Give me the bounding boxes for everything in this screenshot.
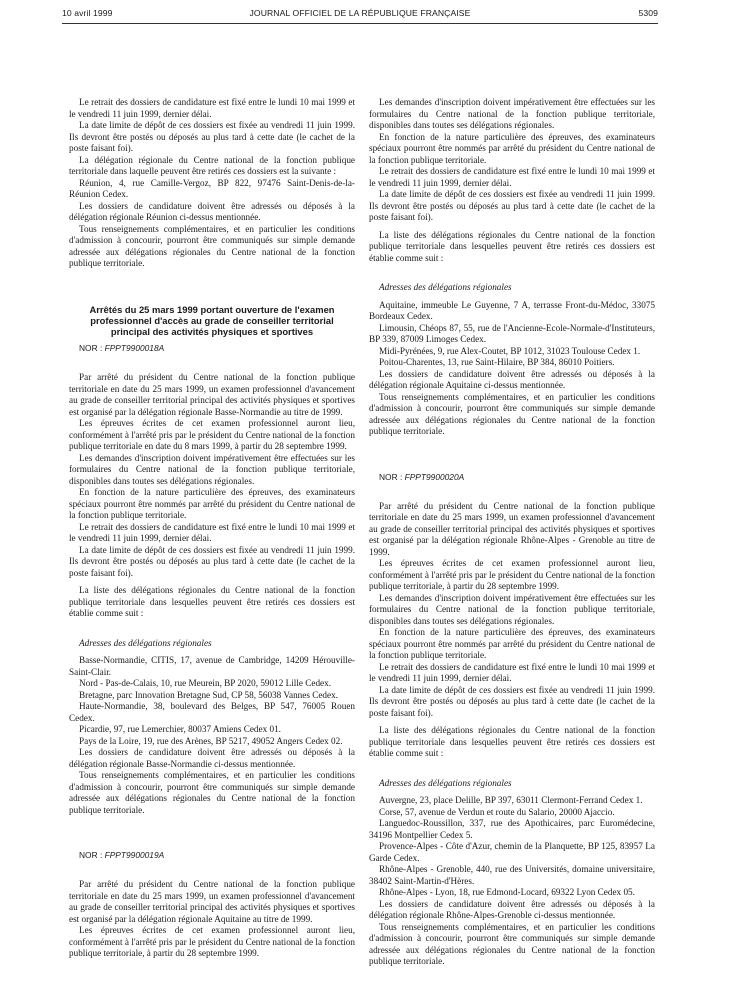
right-column [369, 97, 655, 968]
address-item: Basse-Normandie, CITIS, 17, avenue de Cambridge, 14209 Hérouville-Saint-Clair. [69, 655, 355, 677]
paragraph: Tous renseignements complémentaires, et en particulier les conditions d'admission à concourir, pourront être communiqués sur simple demande adressée aux délégations régionales du Centre national de la fonction publique territoriale. [69, 223, 355, 268]
paragraph: Les demandes d'inscription doivent impérativement être effectuées sur les formulaires du Centre national de la fonction publique territoriale, disponibles dans toutes ses délégations régionales. [369, 97, 655, 130]
address-item: Rhône-Alpes - Grenoble, 440, rue des Universités, domaine universitaire, 38402 Saint-Martin-d'Hères. [369, 864, 655, 886]
addresses-heading: Adresses des délégations régionales [79, 637, 212, 648]
address-item: Midi-Pyrénées, 9, rue Alex-Coutet, BP 1012, 31023 Toulouse Cedex 1. [379, 345, 641, 356]
paragraph: Le retrait des dossiers de candidature est fixé entre le lundi 10 mai 1999 et le vendredi 11 juin 1999, dernier délai. [369, 166, 655, 188]
address-item: Limousin, Chéops 87, 55, rue de l'Ancienne-Ecole-Normale-d'Instituteurs, BP 339, 87009 Limoges Cedex. [369, 322, 655, 344]
paragraph: Les dossiers de candidature doivent être adressés ou déposés à la délégation régionale Rhône-Alpes-Grenoble ci-dessus mentionnée. [369, 898, 655, 920]
nor-label: NOR : [379, 471, 403, 482]
nor-label: NOR : [79, 343, 103, 354]
address-item: Haute-Normandie, 38, boulevard des Belges, BP 547, 76005 Rouen Cedex. [69, 701, 355, 723]
paragraph: Le retrait des dossiers de candidature est fixé entre le lundi 10 mai 1999 et le vendredi 11 juin 1999, dernier délai. [69, 521, 355, 544]
article-title: Arrêtés du 25 mars 1999 portant ouverture de l'examen professionnel d'accès au grade de conseiller territorial principal des activités physiques et sportives [89, 303, 335, 337]
address-item: Auvergne, 23, place Delille, BP 397, 63011 Clermont-Ferrand Cedex 1. [379, 795, 643, 805]
paragraph: Tous renseignements complémentaires, et en particulier les conditions d'admission à concourir, pourront être communiqués sur simple demande adressée aux délégations régionales du Centre national de la fonction publique territoriale. [369, 921, 655, 966]
paragraph: En fonction de la nature particulière des épreuves, des examinateurs spéciaux pourront être nommés par arrêté du président du Centre national de la fonction publique territoriale. [369, 131, 655, 165]
issue-date: 10 avril 1999 [62, 8, 113, 18]
paragraph: En fonction de la nature particulière des épreuves, des examinateurs spéciaux pourront être nommés par arrêté du président du Centre national de la fonction publique territoriale. [369, 627, 655, 660]
left-column [69, 97, 355, 960]
decree-section-aquitaine-cont [369, 97, 655, 438]
addresses-heading: Adresses des délégations régionales [379, 777, 512, 788]
paragraph: En fonction de la nature particulière des épreuves, des examinateurs spéciaux pourront être nommés par arrêté du président du Centre national de la fonction publique territoriale. [69, 487, 355, 521]
address-item: Corse, 57, avenue de Verdun et route du Salario, 20000 Ajaccio. [379, 806, 615, 817]
journal-title: JOURNAL OFFICIEL DE LA RÉPUBLIQUE FRANÇAISE [249, 8, 471, 18]
address-item: Pays de la Loire, 19, rue des Arènes, BP 5217, 49052 Angers Cedex 02. [79, 735, 343, 746]
address-item: Aquitaine, immeuble Le Guyenne, 7 A, terrasse Front-du-Médoc, 33075 Bordeaux Cedex. [369, 299, 655, 321]
left-top-section [69, 97, 355, 270]
paragraph: Tous renseignements complémentaires, et en particulier les conditions d'admission à concourir, pourront être communiqués sur simple demande adressée aux délégations régionales du Centre national de la fonction publique territoriale. [69, 770, 355, 815]
address-item: Picardie, 97, rue Lemerchier, 80037 Amiens Cedex 01. [79, 724, 281, 735]
address-item: Poitou-Charentes, 13, rue Saint-Hilaire, BP 384, 86010 Poitiers. [379, 357, 615, 367]
paragraph: Les épreuves écrites de cet examen professionnel auront lieu, conformément à l'arrêté pris par le président du Centre national de la fonction publique territoriale, à partir du 28 septembre 1999. [69, 925, 355, 959]
paragraph: La délégation régionale du Centre national de la fonction publique territoriale dans laquelle peuvent être retirés ces dossiers est la suivante : [69, 154, 355, 176]
paragraph: Par arrêté du président du Centre national de la fonction publique territoriale en date du 25 mars 1999, un examen professionnel d'avancement au grade de conseiller territorial principal des activités physiques et sportives est organisé par la délégation régionale Rhône-Alpes - Grenoble au titre de 1999. [369, 500, 655, 557]
paragraph: Les demandes d'inscription doivent impérativement être effectuées sur les formulaires du Centre national de la fonction publique territoriale, disponibles dans toutes ses délégations régionales. [69, 452, 355, 486]
address-item: Provence-Alpes - Côte d'Azur, chemin de la Planquette, BP 125, 83957 La Garde Cedex. [369, 841, 655, 863]
nor-code: FPPT9900020A [404, 471, 465, 482]
paragraph: La date limite de dépôt de ces dossiers est fixée au vendredi 11 juin 1999. Ils devront être postés ou déposés au plus tard à cette date (le cachet de la poste faisant foi). [69, 120, 355, 153]
paragraph: La liste des délégations régionales du Centre national de la fonction publique territoriale dans lesquelles peuvent être retirés ces dossiers est établie comme suit : [369, 229, 655, 263]
address-item: Rhône-Alpes - Lyon, 18, rue Edmond-Locard, 69322 Lyon Cedex 05. [379, 887, 635, 897]
paragraph: La liste des délégations régionales du Centre national de la fonction publique territoriale dans lesquelles peuvent être retirés ces dossiers est établie comme suit : [69, 585, 355, 619]
decree-section-aquitaine-start [69, 879, 355, 960]
page-header [62, 6, 658, 20]
paragraph: La date limite de dépôt de ces dossiers est fixée au vendredi 11 juin 1999. Ils devront être postés ou déposés au plus tard à cette date (le cachet de la poste faisant foi). [369, 684, 655, 718]
nor-code: FPPT9900019A [104, 850, 165, 861]
address-item: Bretagne, parc Innovation Bretagne Sud, CP 58, 56038 Vannes Cedex. [79, 689, 338, 700]
paragraph: Le retrait des dossiers de candidature est fixé entre le lundi 10 mai 1999 et le vendredi 11 juin 1999, dernier délai. [369, 661, 655, 683]
paragraph: La date limite de dépôt de ces dossiers est fixée au vendredi 11 juin 1999. Ils devront être postés ou déposés au plus tard à cette date (le cachet de la poste faisant foi). [69, 544, 355, 578]
paragraph: La liste des délégations régionales du Centre national de la fonction publique territoriale dans lesquelles peuvent être retirés ces dossiers est établie comme suit : [369, 725, 655, 758]
address-paragraph: Réunion, 4, rue Camille-Vergoz, BP 822, 97476 Saint-Denis-de-la-Réunion Cedex. [69, 177, 355, 199]
nor-reference [69, 850, 355, 861]
paragraph: Le retrait des dossiers de candidature est fixé entre le lundi 10 mai 1999 et le vendredi 11 juin 1999, dernier délai. [69, 97, 355, 119]
decree-section-rhone-alpes [369, 501, 655, 968]
address-item: Languedoc-Roussillon, 337, rue des Apothicaires, parc Euromédecine, 34196 Montpellier Cedex 5. [369, 818, 655, 840]
decree-section-basse-normandie [69, 372, 355, 816]
paragraph: Par arrêté du président du Centre national de la fonction publique territoriale en date du 25 mars 1999, un examen professionnel d'avancement au grade de conseiller territorial principal des activités physiques et sportives est organisé par la délégation régionale Basse-Normandie au titre de 1999. [69, 372, 355, 417]
paragraph: Les dossiers de candidature doivent être adressés ou déposés à la délégation régionale Basse-Normandie ci-dessus mentionnée. [69, 747, 355, 769]
page-number: 5309 [638, 8, 658, 18]
paragraph: Les dossiers de candidature doivent être adressés ou déposés à la délégation régionale Aquitaine ci-dessus mentionnée. [369, 368, 655, 390]
header-rule [62, 23, 658, 24]
paragraph: Les dossiers de candidature doivent être adressés ou déposés à la délégation régionale Réunion ci-dessus mentionnée. [69, 200, 355, 222]
paragraph: Par arrêté du président du Centre national de la fonction publique territoriale en date du 25 mars 1999, un examen professionnel d'avancement au grade de conseiller territorial principal des activités physiques et sportives est organisé par la délégation régionale Aquitaine au titre de 1999. [69, 879, 355, 924]
paragraph: La date limite de dépôt de ces dossiers est fixée au vendredi 11 juin 1999. Ils devront être postés ou déposés au plus tard à cette date (le cachet de la poste faisant foi). [369, 189, 655, 222]
paragraph: Les demandes d'inscription doivent impérativement être effectuées sur les formulaires du Centre national de la fonction publique territoriale, disponibles dans toutes ses délégations régionales. [369, 592, 655, 626]
paragraph: Les épreuves écrites de cet examen professionnel auront lieu, conformément à l'arrêté pris par le président du Centre national de la fonction publique territoriale en date du 8 mars 1999, à partir du 28 septembre 1999. [69, 418, 355, 452]
paragraph: Les épreuves écrites de cet examen professionnel auront lieu, conformément à l'arrêté pris par le président du Centre national de la fonction publique territoriale, à partir du 28 septembre 1999. [369, 558, 655, 591]
paragraph: Tous renseignements complémentaires, et en particulier les conditions d'admission à concourir, pourront être communiqués sur simple demande adressée aux délégations régionales du Centre national de la fonction publique territoriale. [369, 391, 655, 436]
nor-label: NOR : [79, 850, 103, 861]
nor-code: FPPT9900018A [104, 343, 165, 354]
addresses-heading: Adresses des délégations régionales [379, 282, 512, 292]
nor-reference [69, 343, 355, 354]
nor-reference [369, 472, 655, 483]
address-item: Nord - Pas-de-Calais, 10, rue Meurein, BP 2020, 59012 Lille Cedex. [79, 678, 332, 689]
